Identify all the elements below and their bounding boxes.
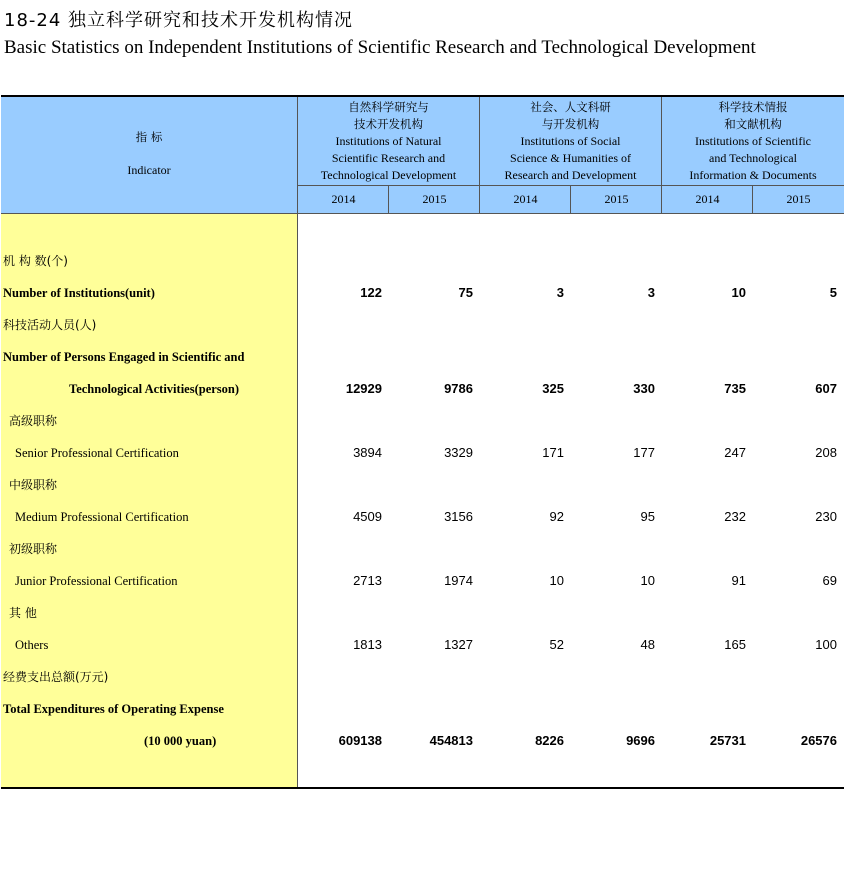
table-cell: 5 xyxy=(829,285,837,300)
row-label-persons-en-1: Number of Persons Engaged in Scientific and xyxy=(3,350,245,364)
group-label-cn: 与开发机构 xyxy=(541,117,600,131)
table-cell: 454813 xyxy=(429,733,473,748)
table-cell: 3894 xyxy=(353,445,382,460)
table-cell: 100 xyxy=(815,637,837,652)
table-cell: 2713 xyxy=(353,573,382,588)
row-label-expenditure-en-1: Total Expenditures of Operating Expense xyxy=(3,702,224,716)
table-cell: 52 xyxy=(549,637,564,652)
table-cell: 75 xyxy=(458,285,473,300)
row-label-persons-cn: 科技活动人员(人) xyxy=(3,318,97,332)
row-label-institutions-cn: 机 构 数(个) xyxy=(3,254,68,268)
row-label-senior-cn: 高级职称 xyxy=(9,414,58,428)
column-group-information-documents xyxy=(662,99,844,184)
row-label-junior-en: Junior Professional Certification xyxy=(15,574,178,588)
table-cell: 3 xyxy=(647,285,655,300)
row-label-institutions-en: Number of Institutions(unit) xyxy=(3,286,155,300)
group-label-en: Institutions of Scientific xyxy=(695,134,811,148)
row-label-others-en: Others xyxy=(15,638,49,652)
table-cell: 3329 xyxy=(444,445,473,460)
table-cell: 1327 xyxy=(444,637,473,652)
divider xyxy=(1,213,844,214)
indicator-header-en: Indicator xyxy=(127,163,171,177)
row-label-junior-cn: 初级职称 xyxy=(9,542,58,556)
row-label-medium-en: Medium Professional Certification xyxy=(15,510,189,524)
table-cell: 95 xyxy=(640,509,655,524)
table-cell: 9696 xyxy=(626,733,655,748)
group-label-en: Scientific Research and xyxy=(331,151,446,165)
group-label-cn: 社会、人文科研 xyxy=(530,100,611,114)
table-cell: 1974 xyxy=(444,573,473,588)
table-cell: 208 xyxy=(815,445,837,460)
year-header: 2014 xyxy=(331,192,356,206)
table-bottom-rule xyxy=(1,787,844,789)
year-header: 2015 xyxy=(786,192,811,206)
group-label-cn: 自然科学研究与 xyxy=(348,100,429,114)
row-label-persons-en-2: Technological Activities(person) xyxy=(69,382,240,396)
year-header: 2014 xyxy=(695,192,720,206)
group-label-en: Institutions of Social xyxy=(520,134,621,148)
table-cell: 25731 xyxy=(709,733,746,748)
group-label-cn: 和文献机构 xyxy=(724,117,782,131)
table-cell: 92 xyxy=(549,509,564,524)
group-label-en: Research and Development xyxy=(504,168,637,182)
row-label-others-cn: 其 他 xyxy=(9,606,37,620)
table-cell: 8226 xyxy=(535,733,564,748)
column-group-natural-science xyxy=(298,99,479,184)
table-cell: 330 xyxy=(633,381,655,396)
table-cell: 4509 xyxy=(353,509,382,524)
table-top-rule xyxy=(1,95,844,97)
statistics-table xyxy=(1,95,844,790)
group-label-cn: 科学技术情报 xyxy=(718,100,788,114)
table-cell: 48 xyxy=(640,637,655,652)
table-cell: 26576 xyxy=(800,733,837,748)
table-cell: 230 xyxy=(815,509,837,524)
table-cell: 232 xyxy=(724,509,746,524)
table-cell: 3 xyxy=(556,285,564,300)
table-cell: 69 xyxy=(822,573,837,588)
group-label-en: Technological Development xyxy=(320,168,457,182)
divider xyxy=(297,185,844,186)
table-cell: 10 xyxy=(731,285,746,300)
table-cell: 247 xyxy=(724,445,746,460)
table-cell: 12929 xyxy=(345,381,382,396)
column-group-social-science xyxy=(480,99,661,184)
row-label-expenditure-en-2: (10 000 yuan) xyxy=(144,734,217,748)
page-title-en: Basic Statistics on Independent Institutions of Scientific Research and Technological Development xyxy=(4,37,756,58)
table-cell: 609138 xyxy=(338,733,382,748)
year-header: 2015 xyxy=(422,192,447,206)
table-cell: 325 xyxy=(542,381,564,396)
group-label-en: Institutions of Natural xyxy=(335,134,442,148)
table-cell: 177 xyxy=(633,445,655,460)
table-cell: 165 xyxy=(724,637,746,652)
table-cell: 91 xyxy=(731,573,746,588)
group-label-en: Science & Humanities of xyxy=(510,151,631,165)
table-cell: 735 xyxy=(724,381,746,396)
row-label-medium-cn: 中级职称 xyxy=(9,478,58,492)
row-label-expenditure-cn: 经费支出总额(万元) xyxy=(3,670,109,684)
year-header: 2015 xyxy=(604,192,629,206)
group-label-en: and Technological xyxy=(709,151,797,165)
indicator-header-cn: 指 标 xyxy=(135,130,163,144)
year-header: 2014 xyxy=(513,192,538,206)
table-cell: 1813 xyxy=(353,637,382,652)
indicator-header xyxy=(1,129,297,179)
table-cell: 9786 xyxy=(444,381,473,396)
row-label-senior-en: Senior Professional Certification xyxy=(15,446,179,460)
table-cell: 171 xyxy=(542,445,564,460)
table-cell: 122 xyxy=(360,285,382,300)
page-title-cn: 18-24 独立科学研究和技术开发机构情况 xyxy=(4,10,354,31)
table-cell: 10 xyxy=(640,573,655,588)
table-cell: 3156 xyxy=(444,509,473,524)
group-label-en: Information & Documents xyxy=(689,168,817,182)
table-cell: 10 xyxy=(549,573,564,588)
table-cell: 607 xyxy=(815,381,837,396)
group-label-cn: 技术开发机构 xyxy=(354,117,423,131)
